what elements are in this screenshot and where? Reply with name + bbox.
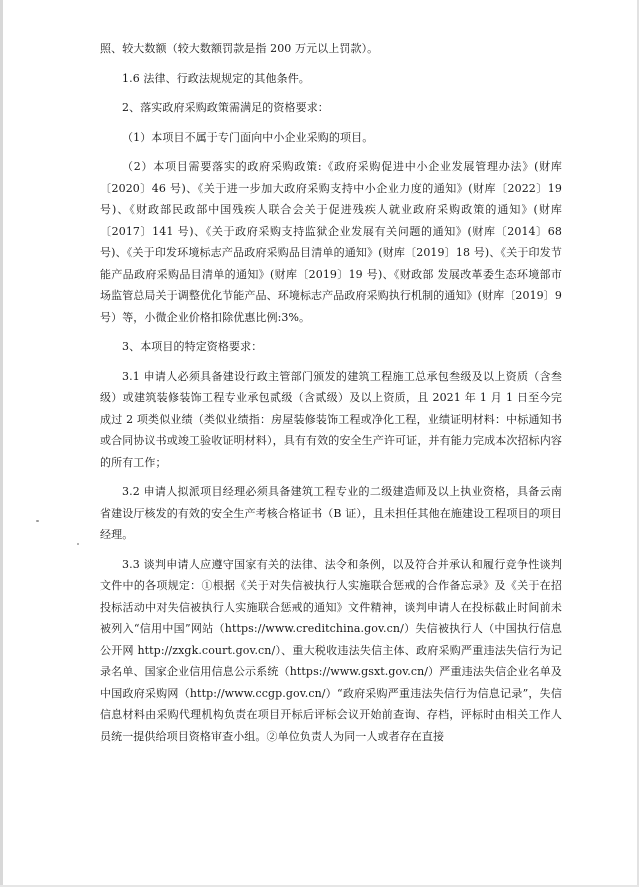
paragraph-item-1: （1）本项目不属于专门面向中小企业采购的项目。: [122, 130, 374, 144]
scan-speck: [77, 543, 79, 545]
paragraph-clause-3-1: 3.1 申请人必须具备建设行政主管部门颁发的建筑工程施工总承包叁级及以上资质（含叁级）或建筑装修装饰工程专业承包贰级（含贰级）及以上资质，且 2021 年 1 月 1 日至今完成过 2 项类似业绩（类似业绩指：房屋装修装饰工程或净化工程，业绩证明材料：中标通知书或合同协议书或竣工验收证明材料），具有有效的安全生产许可证，并有能力完成本次招标内容的所有工作；: [100, 369, 562, 469]
paragraph-continuation: 照、较大数额（较大数额罚款是指 200 万元以上罚款）。: [100, 42, 379, 55]
section-heading-3: 3、本项目的特定资格要求：: [122, 340, 263, 353]
paragraph-item-2: （2）本项目需要落实的政府采购政策:《政府采购促进中小企业发展管理办法》(财库〔2020〕46 号)、《关于进一步加大政府采购支持中小企业力度的通知》(财库〔2022〕19 号)、《财政部民政部中国残疾人联合会关于促进残疾人就业政府采购政策的通知》(财库〔2017〕141 号)、《关于政府采购支持监狱企业发展有关问题的通知》(财库〔2014〕68 号)、《关于印发环境标志产品政府采购品目清单的通知》(财库〔2019〕18 号)、《关于印发节能产品政府采购品目清单的通知》(财库〔2019〕19 号)、《财政部 发展改革委生态环境部市场监管总局关于调整优化节能产品、环境标志产品政府采购执行机制的通知》(财库〔2019〕9 号）等，小微企业价格扣除优惠比例:3%。: [100, 160, 562, 324]
paragraph-clause-3-3: 3.3 谈判申请人应遵守国家有关的法律、法令和条例，以及符合并承认和履行竞争性谈判文件中的各项规定：①根据《关于对失信被执行人实施联合惩戒的合作备忘录》及《关于在招投标活动中对失信被执行人实施联合惩戒的通知》文件精神，谈判申请人在投标截止时间前未被列入“信用中国”网站（https://www.creditchina.gov.cn/）失信被执行人（中国执行信息公开网 http://zxgk.court.gov.cn/）、重大税收违法失信主体、政府采购严重违法失信行为记录名单、国家企业信用信息公示系统（https://www.gsxt.gov.cn/）严重违法失信企业名单及中国政府采购网（http://www.ccgp.gov.cn/）“政府采购严重违法失信行为信息记录”，失信信息材料由采购代理机构负责在项目开标后评标会议开始前查询、存档，评标时由相关工作人员统一提供给项目资格审查小组。②单位负责人为同一人或者存在直接: [100, 557, 562, 743]
scan-speck: [36, 520, 39, 522]
scan-edge-left: [0, 0, 3, 887]
section-heading-2: 2、落实政府采购政策需满足的资格要求：: [122, 101, 329, 114]
document-body: [100, 38, 562, 747]
paragraph-clause-3-2: 3.2 申请人拟派项目经理必须具备建筑工程专业的二级建造师及以上执业资格，具备云南省建设厅核发的有效的安全生产考核合格证书（B 证），且未担任其他在施建设工程项目的项目经理。: [100, 485, 562, 541]
paragraph-clause-1-6: 1.6 法律、行政法规规定的其他条件。: [122, 71, 310, 85]
